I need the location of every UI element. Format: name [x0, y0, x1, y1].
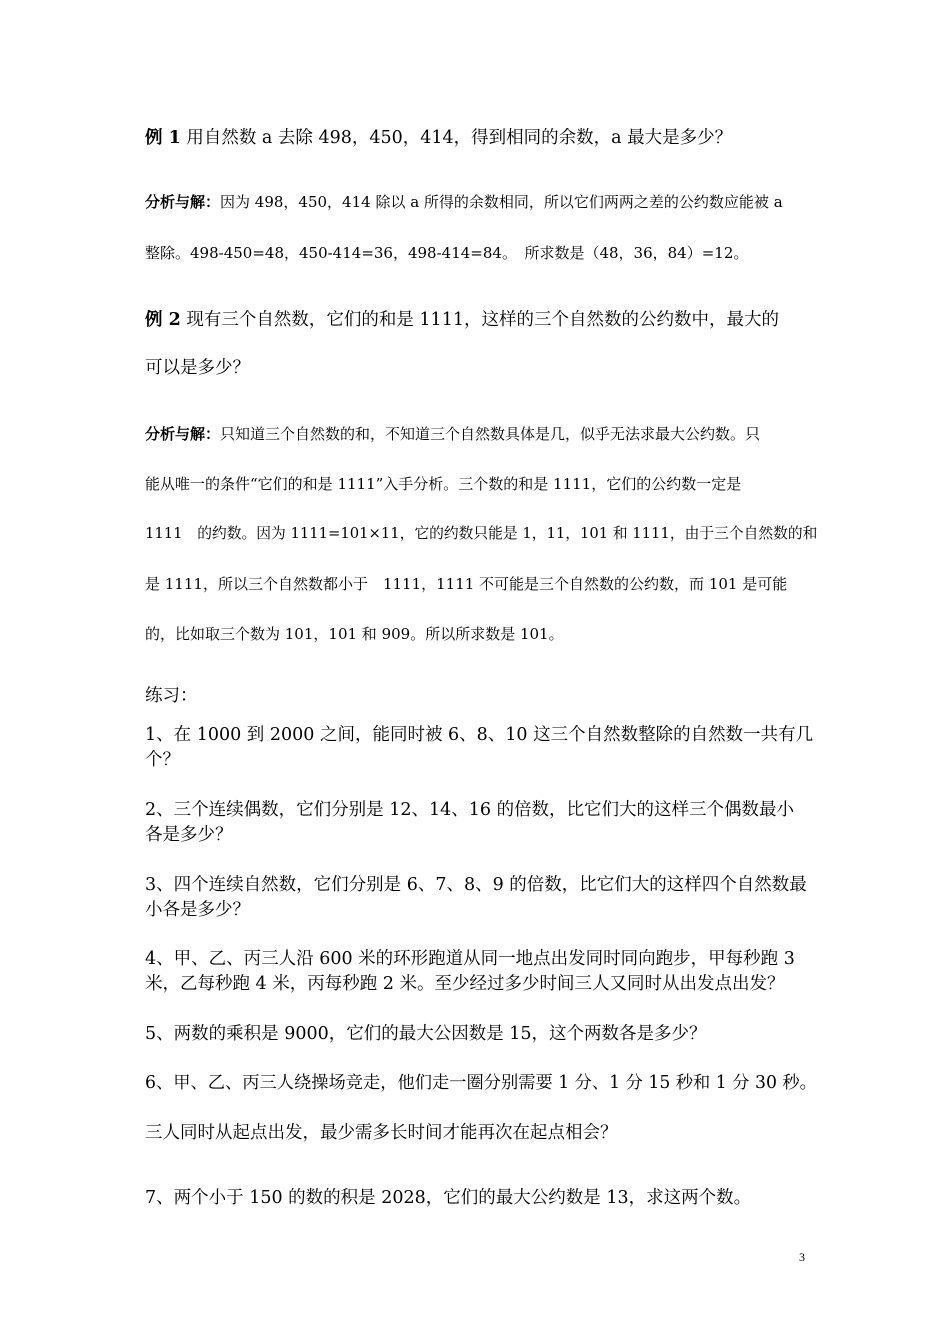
example2-analysis-line3: 1111 的约数。因为 1111=101×11，它的约数只能是 1，11，101 和 1111，由于三个自然数的和	[145, 525, 818, 542]
page-number: 3	[799, 1250, 805, 1264]
exercise1-line2: 个？	[145, 750, 180, 770]
exercise3-line1: 3、四个连续自然数，它们分别是 6、7、8、9 的倍数，比它们大的这样四个自然数最	[145, 875, 807, 895]
example2-analysis-line2: 能从唯一的条件“它们的和是 1111”入手分析。三个数的和是 1111，它们的公约数一定是	[145, 475, 742, 493]
exercise7-line1: 7、两个小于 150 的数的积是 2028，它们的最大公约数是 13，求这两个数。	[145, 1188, 752, 1208]
example2-analysis-line5: 的，比如取三个数为 101，101 和 909。所以所求数是 101。	[145, 625, 564, 643]
exercise4-line2: 米，乙每秒跑 4 米，丙每秒跑 2 米。至少经过多少时间三人又同时从出发点出发？	[145, 974, 785, 994]
exercise6-line2: 三人同时从起点出发，最少需多长时间才能再次在起点相会？	[145, 1123, 618, 1143]
example1-question	[145, 130, 825, 148]
example2-analysis-line1	[145, 427, 825, 442]
exercise6-line1: 6、甲、乙、丙三人绕操场竞走，他们走一圈分别需要 1 分、1 分 15 秒和 1 分 30 秒。	[145, 1073, 817, 1093]
exercise2-line1: 2、三个连续偶数，它们分别是 12、14、16 的倍数，比它们大的这样三个偶数最小	[145, 800, 795, 820]
exercise5-line1: 5、两数的乘积是 9000，它们的最大公因数是 15，这个两数各是多少？	[145, 1024, 707, 1044]
example2-question-line1	[145, 312, 825, 330]
example1-analysis-text1: 因为 498，450，414 除以 a 所得的余数相同，所以它们两两之差的公约数应能被 a	[220, 193, 783, 211]
example2-question-text1: 现有三个自然数，它们的和是 1111，这样的三个自然数的公约数中，最大的	[186, 310, 779, 330]
example1-analysis-line1	[145, 195, 825, 210]
example2-label: 例 2	[145, 310, 181, 330]
example1-analysis-line2: 整除。498-450=48，450-414=36，498-414=84。 所求数是（48，36，84）=12。	[145, 244, 749, 262]
example1-analysis-label: 分析与解：	[145, 193, 221, 211]
exercise3-line2: 小各是多少？	[145, 900, 250, 920]
example1-label: 例 1	[145, 128, 181, 148]
exercise2-line2: 各是多少？	[145, 825, 233, 845]
example1-question-text: 用自然数 a 去除 498，450，414，得到相同的余数，a 最大是多少？	[186, 128, 733, 148]
exercise4-line1: 4、甲、乙、丙三人沿 600 米的环形跑道从同一地点出发同时同向跑步，甲每秒跑 3	[145, 949, 795, 969]
example2-analysis-line4: 是 1111，所以三个自然数都小于 1111，1111 不可能是三个自然数的公约数，而 101 是可能	[145, 575, 788, 593]
example2-question-line2: 可以是多少？	[145, 358, 250, 378]
exercise1-line1: 1、在 1000 到 2000 之间，能同时被 6、8、10 这三个自然数整除的自然数一共有几	[145, 725, 814, 745]
exercises-heading: 练习：	[145, 686, 198, 706]
example2-analysis-text1: 只知道三个自然数的和，不知道三个自然数具体是几，似乎无法求最大公约数。只	[220, 425, 761, 443]
example2-analysis-label: 分析与解：	[145, 425, 221, 443]
